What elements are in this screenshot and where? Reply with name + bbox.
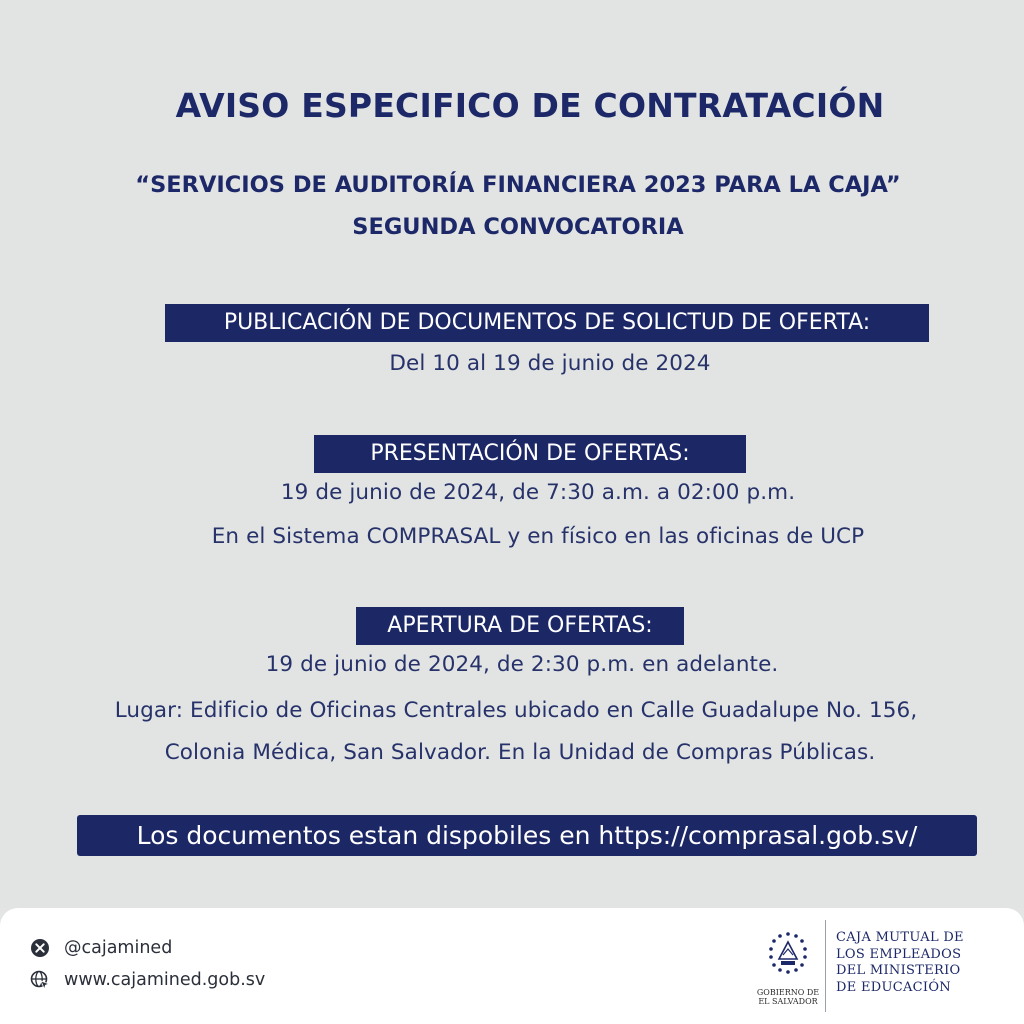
government-caption-line1: GOBIERNO DE bbox=[756, 988, 820, 997]
institution-name-line1: CAJA MUTUAL DE bbox=[836, 930, 964, 945]
notice-subtitle-service: “SERVICIOS DE AUDITORÍA FINANCIERA 2023 PARA LA CAJA” bbox=[135, 172, 901, 198]
government-caption bbox=[752, 988, 824, 1006]
publication-dates: Del 10 al 19 de junio de 2024 bbox=[389, 351, 711, 376]
x-twitter-icon bbox=[30, 938, 50, 958]
institution-name-line3: DEL MINISTERIO bbox=[836, 963, 961, 978]
notice-title: AVISO ESPECIFICO DE CONTRATACIÓN bbox=[175, 86, 885, 125]
website-text: www.cajamined.gob.sv bbox=[64, 970, 266, 990]
submission-label: PRESENTACIÓN DE OFERTAS: bbox=[314, 435, 746, 473]
opening-place-line2: Colonia Médica, San Salvador. En la Unidad de Compras Públicas. bbox=[164, 740, 876, 765]
footer bbox=[0, 908, 1024, 1024]
submission-location: En el Sistema COMPRASAL y en físico en las oficinas de UCP bbox=[211, 524, 865, 549]
publication-label: PUBLICACIÓN DE DOCUMENTOS DE SOLICTUD DE OFERTA: bbox=[165, 304, 929, 342]
opening-datetime: 19 de junio de 2024, de 2:30 p.m. en adelante. bbox=[265, 652, 779, 677]
website-link[interactable] bbox=[30, 970, 265, 990]
social-handle-link[interactable] bbox=[30, 938, 172, 958]
logo-divider bbox=[825, 920, 826, 1012]
notice-subtitle-call: SEGUNDA CONVOCATORIA bbox=[352, 214, 684, 240]
opening-place-line1: Lugar: Edificio de Oficinas Centrales ubicado en Calle Guadalupe No. 156, bbox=[114, 698, 918, 723]
institution-name-line2: LOS EMPLEADOS bbox=[836, 946, 962, 962]
institution-name bbox=[836, 930, 964, 996]
social-handle-text: @cajamined bbox=[64, 938, 173, 958]
documents-link-banner[interactable]: Los documentos estan dispobiles en https://comprasal.gob.sv/ bbox=[77, 815, 977, 856]
globe-cursor-icon bbox=[30, 970, 50, 990]
opening-label: APERTURA DE OFERTAS: bbox=[356, 607, 684, 645]
submission-datetime: 19 de junio de 2024, de 7:30 a.m. a 02:00 p.m. bbox=[280, 480, 796, 505]
government-caption-line2: EL SALVADOR bbox=[758, 997, 818, 1006]
institution-name-line4: DE EDUCACIÓN bbox=[836, 979, 951, 995]
